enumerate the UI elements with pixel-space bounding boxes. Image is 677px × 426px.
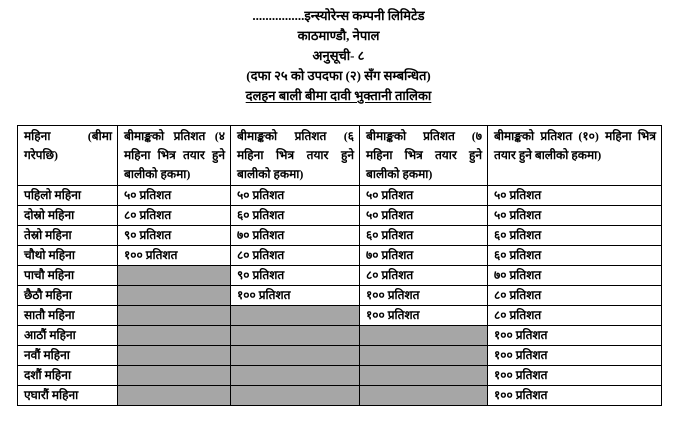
table-row-month-9 [18,346,662,366]
column-header-month: महिना (बीमा गरेपछि) [18,126,118,186]
value-cell: ६० प्रतिशत [360,226,488,246]
value-cell: ७० प्रतिशत [231,226,360,246]
value-cell: १०० प्रतिशत [360,286,488,306]
value-cell: १०० प्रतिशत [488,366,662,386]
shaded-cell [118,346,231,366]
value-cell: ५० प्रतिशत [118,186,231,206]
table-title: दलहन बाली बीमा दावी भुक्तानी तालिका [245,88,432,103]
value-cell: ८० प्रतिशत [118,206,231,226]
legal-reference: (दफा २५ को उपदफा (२) सँग सम्बन्धित) [246,68,431,83]
shaded-cell [360,386,488,406]
value-cell: ५० प्रतिशत [360,206,488,226]
value-cell: १०० प्रतिशत [231,286,360,306]
shaded-cell [360,326,488,346]
value-cell: ८० प्रतिशत [488,306,662,326]
shaded-cell [118,366,231,386]
column-header-7-month-crop: बीमाङ्कको प्रतिशत (७ महिना भित्र तयार हुने बालीको हकमा) [360,126,488,186]
value-cell: ५० प्रतिशत [231,186,360,206]
value-cell: ९० प्रतिशत [231,266,360,286]
value-cell: ५० प्रतिशत [360,186,488,206]
table-row-month-10 [18,366,662,386]
month-cell: पहिलो महिना [18,186,118,206]
company-address: काठमाण्डौ, नेपाल [297,28,380,43]
column-header-10-month-crop: बीमाङ्कको प्रतिशत (१०) महिना भित्र तयार हुने बालीको हकमा) [488,126,662,186]
value-cell: ८० प्रतिशत [488,286,662,306]
shaded-cell [118,326,231,346]
header-row [18,126,662,186]
value-cell: ६० प्रतिशत [488,246,662,266]
shaded-cell [231,386,360,406]
shaded-cell [118,386,231,406]
month-cell: नवौं महिना [18,346,118,366]
table-row-month-7 [18,306,662,326]
company-name: ................इन्स्योरेन्स कम्पनी लिमिटेड [252,8,425,23]
shaded-cell [231,306,360,326]
value-cell: १०० प्रतिशत [360,306,488,326]
month-cell: आठौं महिना [18,326,118,346]
table-row-month-8 [18,326,662,346]
value-cell: ७० प्रतिशत [360,246,488,266]
value-cell: ५० प्रतिशत [488,186,662,206]
shaded-cell [118,306,231,326]
shaded-cell [118,286,231,306]
value-cell: १०० प्रतिशत [488,386,662,406]
value-cell: १०० प्रतिशत [488,326,662,346]
month-cell: चौथो महिना [18,246,118,266]
month-cell: दशौं महिना [18,366,118,386]
table-row-month-6 [18,286,662,306]
table-row-month-5 [18,266,662,286]
schedule-heading: अनुसूची- ८ [312,48,365,63]
month-cell: तेस्रो महिना [18,226,118,246]
column-header-4-month-crop: बीमाङ्कको प्रतिशत (४ महिना भित्र तयार हुने बालीको हकमा) [118,126,231,186]
month-cell: एघारौं महिना [18,386,118,406]
value-cell: ८० प्रतिशत [360,266,488,286]
claim-payment-table [17,125,662,406]
shaded-cell [231,366,360,386]
shaded-cell [360,346,488,366]
shaded-cell [360,366,488,386]
month-cell: सातौ महिना [18,306,118,326]
value-cell: ५० प्रतिशत [488,206,662,226]
table-row-month-11 [18,386,662,406]
value-cell: ७० प्रतिशत [488,266,662,286]
month-cell: पाचौ महिना [18,266,118,286]
table-row-month-3 [18,226,662,246]
value-cell: १०० प्रतिशत [488,346,662,366]
value-cell: ६० प्रतिशत [231,206,360,226]
month-cell: छैठौ महिना [18,286,118,306]
table-row-month-4 [18,246,662,266]
shaded-cell [231,346,360,366]
value-cell: ६० प्रतिशत [488,226,662,246]
letterhead [0,0,677,106]
value-cell: ८० प्रतिशत [231,246,360,266]
value-cell: १०० प्रतिशत [118,246,231,266]
column-header-6-month-crop: बीमाङ्कको प्रतिशत (६ महिना भित्र तयार हुने बालीको हकमा) [231,126,360,186]
value-cell: ९० प्रतिशत [118,226,231,246]
shaded-cell [118,266,231,286]
table-row-month-1 [18,186,662,206]
shaded-cell [231,326,360,346]
month-cell: दोस्रो महिना [18,206,118,226]
table-row-month-2 [18,206,662,226]
